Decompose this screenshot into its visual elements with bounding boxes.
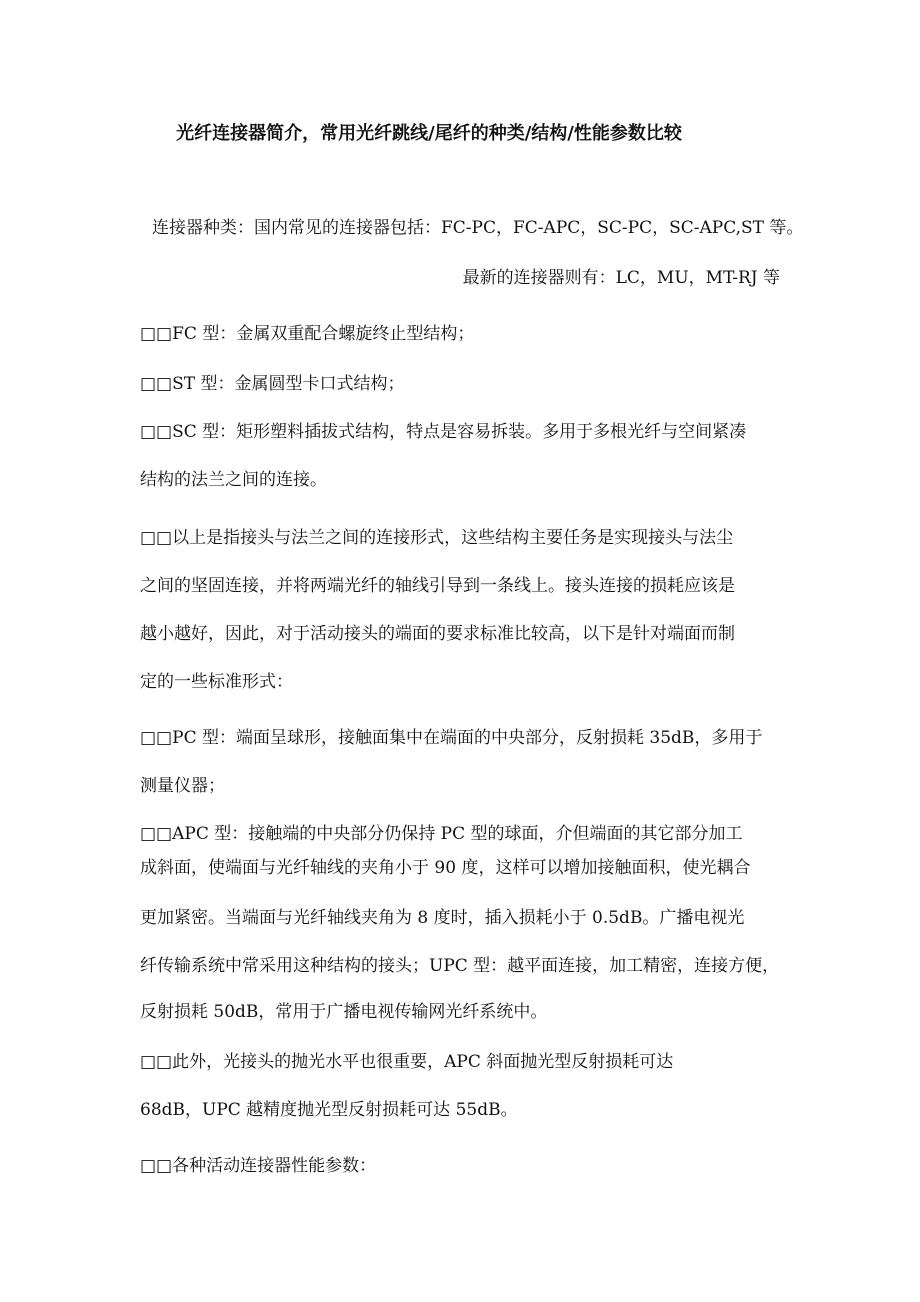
connection-para-line-4: 定的一些标准形式： [140, 672, 293, 692]
apc-type-line-5: 反射损耗 50dB，常用于广播电视传输网光纤系统中。 [140, 1002, 548, 1022]
fc-type-line: □□FC 型：金属双重配合螺旋终止型结构； [140, 324, 475, 344]
performance-heading: □□各种活动连接器性能参数： [140, 1156, 377, 1176]
st-type-line: □□ST 型：金属圆型卡口式结构； [140, 374, 405, 394]
connection-para-line-1: □□以上是指接头与法兰之间的连接形式，这些结构主要任务是实现接头与法尘 [140, 528, 734, 548]
polish-line-1: □□此外，光接头的抛光水平也很重要，APC 斜面抛光型反射损耗可达 [140, 1052, 674, 1072]
connector-types-line: 连接器种类：国内常见的连接器包括：FC-PC，FC-APC，SC-PC，SC-APC,ST 等。 [152, 218, 804, 238]
latest-connectors-line: 最新的连接器则有：LC，MU，MT-RJ 等 [462, 268, 780, 288]
sc-type-line-1: □□SC 型：矩形塑料插拔式结构，特点是容易拆装。多用于多根光纤与空间紧凑 [140, 422, 747, 442]
apc-type-line-2: 成斜面，使端面与光纤轴线的夹角小于 90 度，这样可以增加接触面积，使光耦合 [140, 858, 751, 878]
apc-type-line-4: 纤传输系统中常采用这种结构的接头；UPC 型：越平面连接，加工精密，连接方便， [140, 956, 780, 976]
document-title: 光纤连接器简介，常用光纤跳线/尾纤的种类/结构/性能参数比较 [176, 123, 682, 144]
apc-type-line-3: 更加紧密。当端面与光纤轴线夹角为 8 度时，插入损耗小于 0.5dB。广播电视光 [140, 908, 745, 928]
sc-type-line-2: 结构的法兰之间的连接。 [140, 470, 327, 490]
polish-line-2: 68dB，UPC 越精度抛光型反射损耗可达 55dB。 [140, 1100, 518, 1120]
connection-para-line-3: 越小越好，因此，对于活动接头的端面的要求标准比较高，以下是针对端面而制 [140, 624, 735, 644]
connection-para-line-2: 之间的坚固连接，并将两端光纤的轴线引导到一条线上。接头连接的损耗应该是 [140, 576, 735, 596]
pc-type-line-2: 测量仪器； [140, 776, 225, 796]
pc-type-line-1: □□PC 型：端面呈球形，接触面集中在端面的中央部分，反射损耗 35dB，多用于 [140, 728, 763, 748]
apc-type-line-1: □□APC 型：接触端的中央部分仍保持 PC 型的球面，介但端面的其它部分加工 [140, 824, 743, 844]
